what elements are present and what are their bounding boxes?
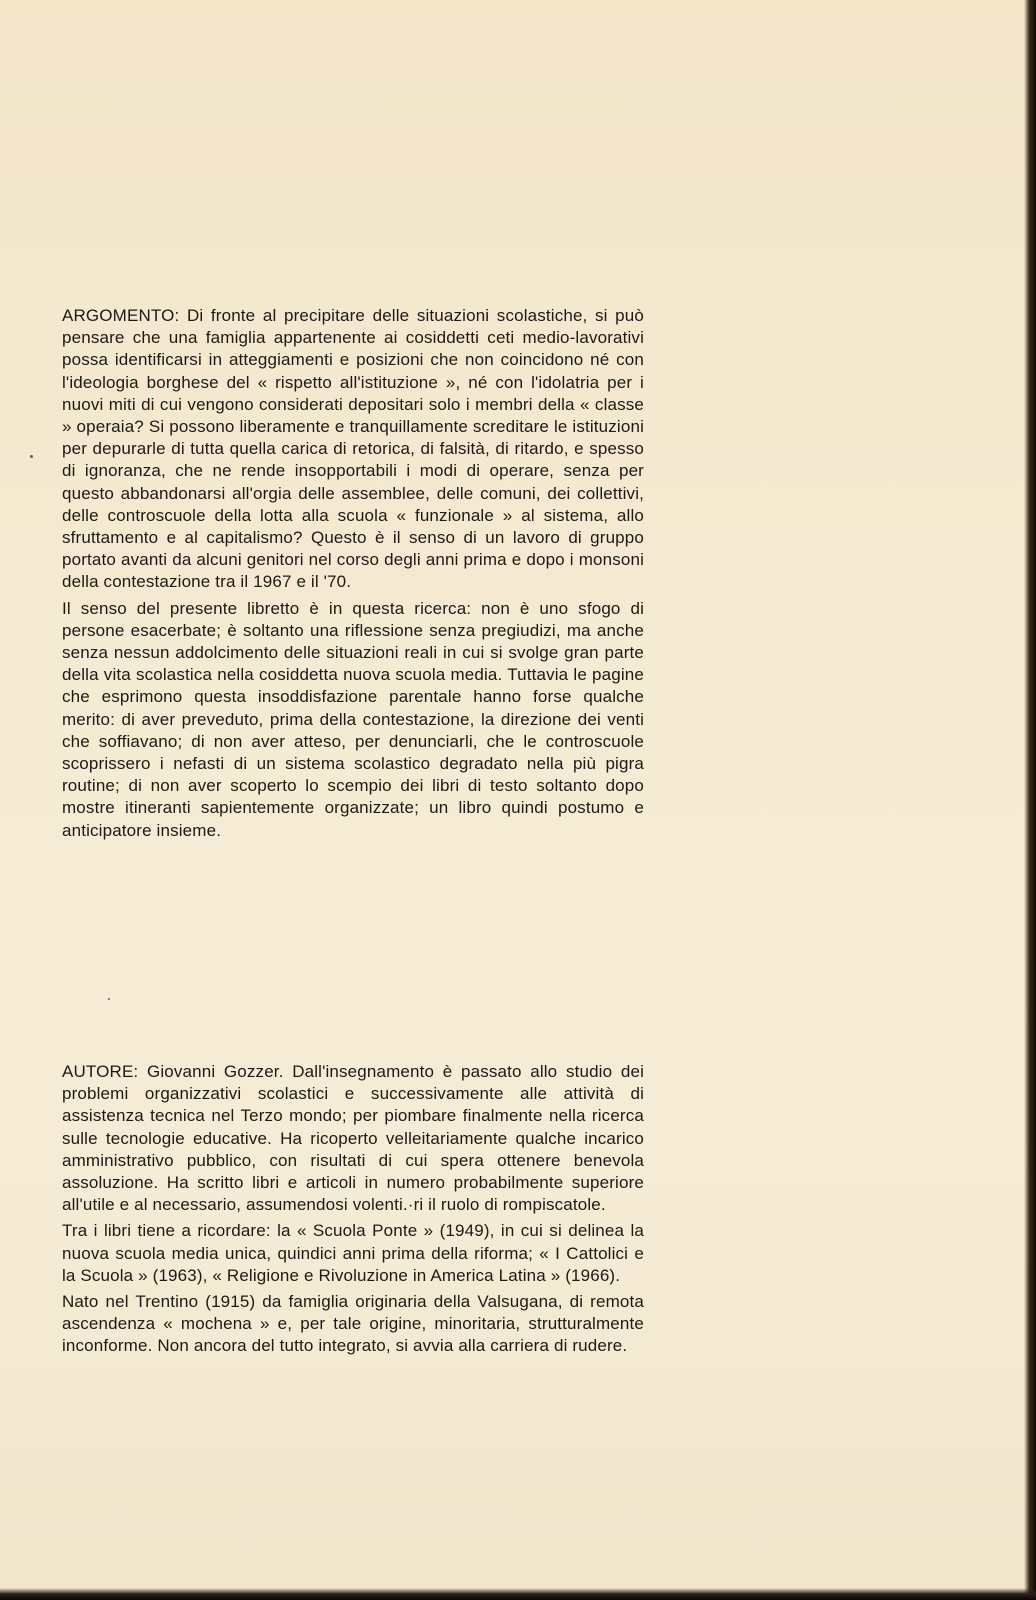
autore-section: [62, 1061, 644, 1362]
autore-text-3: Nato nel Trentino (1915) da famiglia originaria della Valsugana, di remota ascendenza « mochena » e, per tale origine, minoritaria, strutturalmente inconforme. Non ancora del tutto integrato, si avvia alla carriera di rudere.: [62, 1292, 644, 1356]
scan-edge-bottom: [0, 1588, 1036, 1600]
argomento-label: ARGOMENTO:: [62, 306, 180, 325]
autore-text-2: Tra i libri tiene a ricordare: la « Scuola Ponte » (1949), in cui si delinea la nuova scuola media unica, quindici anni prima della riforma; « I Cattolici e la Scuola » (1963), « Religione e Rivoluzione in America Latina » (1966).: [62, 1221, 644, 1285]
scan-edge-right: [1024, 0, 1036, 1600]
autore-paragraph-3: [62, 1291, 644, 1358]
autore-paragraph-1: [62, 1061, 644, 1216]
autore-paragraph-2: [62, 1220, 644, 1287]
paper-speck: [30, 455, 33, 458]
paper-speck: [108, 998, 110, 1000]
argomento-text-1: Di fronte al precipitare delle situazioni scolastiche, si può pensare che una famiglia appartenente ai cosiddetti ceti medio-lavorativi possa identificarsi in atteggiamenti e posizioni che non coincidono né con l'ideologia borghese del « rispetto all'istituzione », né con l'idolatria per i nuovi miti di cui vengono considerati depositari solo i membri della « classe » operaia? Si possono liberamente e tranquillamente screditare le istituzioni per depurarle di tutta quella carica di retorica, di falsità, di ritardo, e spesso di ignoranza, che ne rende insopportabili i modi di operare, senza per questo abbandonarsi all'orgia delle assemblee, delle comuni, dei collettivi, delle controscuole della lotta alla scuola « funzionale » al sistema, allo sfruttamento e al capitalismo? Questo è il senso di un lavoro di gruppo portato avanti da alcuni genitori nel corso degli anni prima e dopo i monsoni della contestazione tra il 1967 e il '70.: [62, 306, 644, 592]
argomento-text-2: Il senso del presente libretto è in questa ricerca: non è uno sfogo di persone esacerbate; è soltanto una riflessione senza pregiudizi, ma anche senza nessun addolcimento delle situazioni reali in cui si svolge gran parte della vita scolastica nella cosiddetta nuova scuola media. Tuttavia le pagine che esprimono questa insoddisfazione parentale hanno forse qualche merito: di aver preveduto, prima della contestazione, la direzione dei venti che soffiavano; di non aver atteso, per denunciarli, che le controscuole scoprissero i nefasti di un sistema scolastico degradato nella più pigra routine; di non aver scoperto lo scempio dei libri di testo soltanto dopo mostre itineranti sapientemente organizzate; un libro quindi postumo e anticipatore insieme.: [62, 598, 644, 840]
autore-label: AUTORE:: [62, 1062, 139, 1081]
argomento-section: [62, 305, 644, 846]
argomento-paragraph-1: [62, 305, 644, 594]
autore-text-1: Giovanni Gozzer. Dall'insegnamento è passato allo studio dei problemi organizzativi scolastici e successivamente alle attività di assistenza tecnica nel Terzo mondo; per piombare finalmente nella ricerca sulle tecnologie educative. Ha ricoperto velleitariamente qualche incarico amministrativo pubblico, con risultati di cui spera ottenere benevola assoluzione. Ha scritto libri e articoli in numero probabilmente superiore all'utile e al necessario, assumendosi volenti.·ri il ruolo di rompiscatole.: [62, 1062, 644, 1215]
argomento-paragraph-2: [62, 598, 644, 842]
